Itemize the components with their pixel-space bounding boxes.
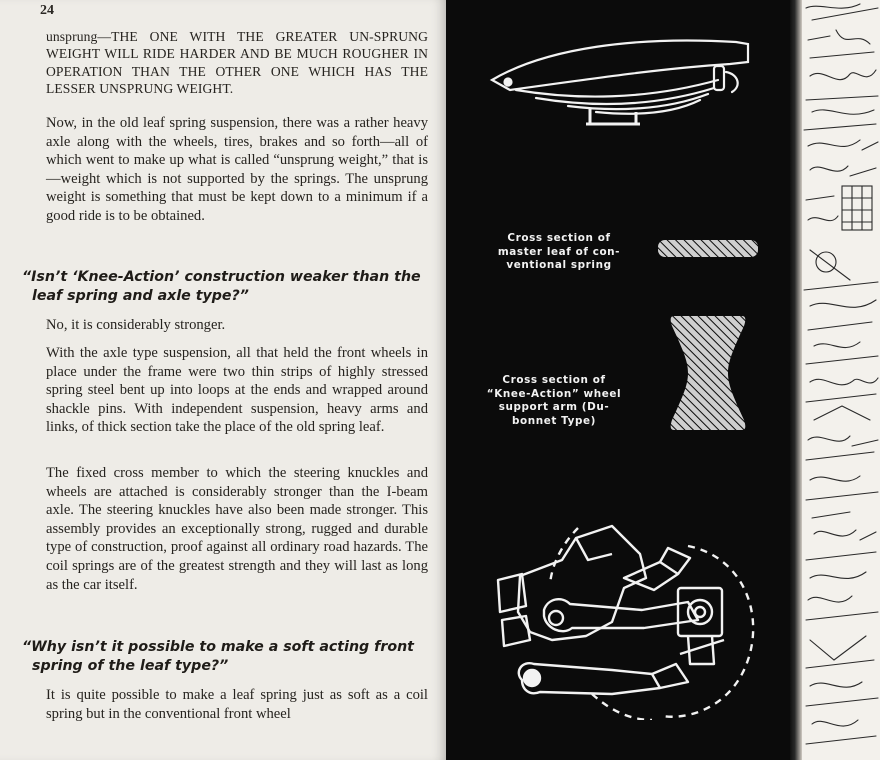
paragraph-text: Now, in the old leaf spring suspension, there was a rather heavy axle along with the wheels, tires, brakes and so forth—all of which went to make up what is called “unsprung weight,” that is—weight which is not supported by the springs. The unsprung weight is something that must be kept down to a minimum if a good ride is to be obtained. (46, 115, 428, 224)
answer-stronger: No, it is considerably stronger. (46, 317, 226, 333)
caption-line: ventional spring (506, 259, 612, 272)
handwritten-scribbles-image (790, 0, 880, 760)
illustration-page (446, 0, 790, 760)
question-line: “Isn’t ‘Knee-Action’ construction weaker than the (22, 269, 421, 285)
caption-line: “Knee-Action” wheel (486, 387, 622, 400)
caption-line: bonnet Type) (511, 414, 597, 427)
caption-line: master leaf of con- (497, 245, 621, 258)
paragraph-axle-type: With the axle type suspension, all that held the front wheels in place under the frame were two thin strips of highly stressed spring steel bent up into loops at the ends and wrapped around shackle pins. With independent suspension, heavy arms and links, of thick section take the place of the old spring leaf. (46, 345, 428, 436)
question-soft-spring (22, 638, 426, 676)
caption-arm-section (484, 374, 624, 428)
caption-line: support arm (Du- (498, 401, 610, 414)
paragraph-leaf-spring (46, 114, 428, 226)
question-line: “Why isn’t it possible to make a soft acting front (22, 639, 414, 655)
question-knee-action (22, 268, 426, 306)
question-line: leaf spring and axle type?” (32, 288, 249, 304)
paragraph-soft-spring: It is quite possible to make a leaf spring just as soft as a coil spring but in the conventional front wheel (46, 687, 428, 722)
leaf-cross-section-shape (656, 238, 760, 260)
caption-leaf-section (494, 232, 624, 273)
caption-line: Cross section of (502, 374, 606, 386)
paragraph-cross-member: The fixed cross member to which the steering knuckles and wheels are attached is considerably stronger than the I-beam axle. The steering knuckles have also been made stronger. This assembly provides an exceptionally strong, rugged and durable type of construction, proof against all ordinary road hazards. The coil springs are of the greatest strength and they will last as long as the car itself. (46, 465, 428, 593)
page-number: 24 (40, 3, 54, 18)
question-line: spring of the leaf type?” (32, 658, 229, 674)
caps-paragraph: unsprung—THE ONE WITH THE GREATER UN-SPRUNG WEIGHT WILL RIDE HARDER AND BE MUCH ROUGHER IN OPERATION THAN THE OTHER ONE WHICH HAS THE LESSER UNSPRUNG WEIGHT. (46, 29, 428, 97)
knee-action-mechanism-illustration (492, 524, 768, 720)
leaf-spring-illustration (486, 28, 766, 128)
caption-line: Cross section of (507, 232, 611, 244)
arm-cross-section-shape (668, 312, 748, 434)
scribbled-margin-page (790, 0, 880, 760)
